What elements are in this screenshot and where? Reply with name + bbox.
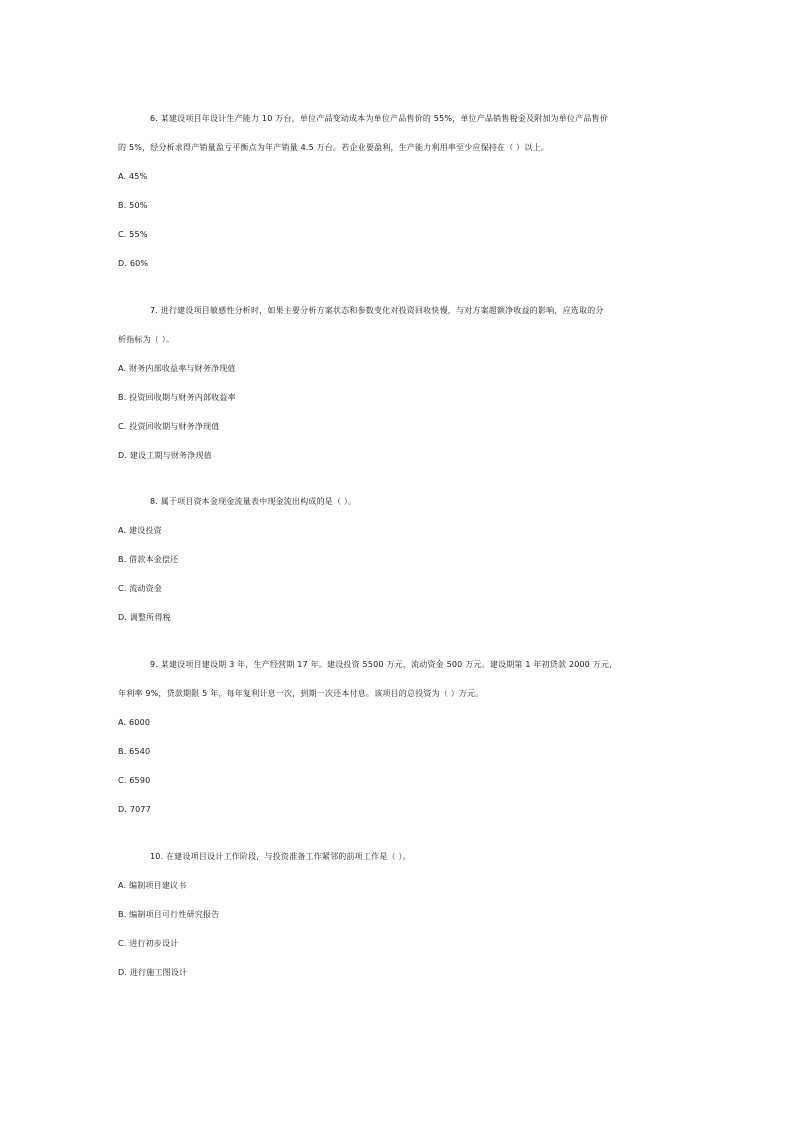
question-stem-line: 6. 某建设项目年设计生产能力 10 万台，单位产品变动成本为单位产品售价的 55%，单位产品销售税金及附加为单位产品售价 — [150, 114, 608, 123]
option-c: C. 6590 — [118, 776, 151, 785]
question-stem-line: 8. 属于项目资本金现金流量表中现金流出构成的是（ ）。 — [150, 497, 357, 506]
option-d: D. 60% — [118, 259, 149, 268]
option-a: A. 编制项目建议书 — [118, 881, 187, 890]
option-b: B. 50% — [118, 201, 148, 210]
question-10 — [118, 851, 678, 979]
option-d: D. 7077 — [118, 805, 152, 814]
option-b: B. 编制项目可行性研究报告 — [118, 910, 220, 919]
option-c: C. 55% — [118, 230, 148, 239]
option-b: B. 投资回收期与财务内部收益率 — [118, 393, 236, 402]
question-9 — [118, 659, 678, 816]
option-b: B. 借款本金偿还 — [118, 555, 179, 564]
option-c: C. 投资回收期与财务净现值 — [118, 422, 220, 431]
option-b: B. 6540 — [118, 747, 151, 756]
question-stem-line: 9. 某建设项目建设期 3 年，生产经营期 17 年。建设投资 5500 万元，流动资金 500 万元。建设期第 1 年初贷款 2000 万元， — [150, 660, 618, 669]
option-c: C. 进行初步设计 — [118, 939, 179, 948]
option-a: A. 6000 — [118, 718, 151, 727]
question-7 — [118, 305, 678, 462]
question-stem-line: 7. 进行建设项目敏感性分析时，如果主要分析方案状态和参数变化对投资回收快慢，与对方案超额净收益的影响，应选取的分 — [150, 306, 604, 315]
question-stem-line: 年利率 9%，贷款期限 5 年，每年复利计息一次，到期一次还本付息。该项目的总投资为（ ）万元。 — [118, 689, 484, 698]
option-a: A. 财务内部收益率与财务净现值 — [118, 364, 236, 373]
option-d: D. 调整所得税 — [118, 613, 171, 622]
question-stem-line: 10. 在建设项目设计工作阶段，与投资准备工作紧邻的前项工作是（ ）。 — [150, 852, 411, 861]
question-6 — [118, 113, 678, 270]
question-stem-line: 析指标为（ ）。 — [118, 335, 175, 344]
option-d: D. 建设工期与财务净现值 — [118, 451, 212, 460]
question-8 — [118, 496, 678, 624]
option-d: D. 进行施工图设计 — [118, 968, 188, 977]
question-stem-line: 的 5%，经分析求得产销量盈亏平衡点为年产销量 4.5 万台。若企业要盈利，生产能力利用率至少应保持在（ ）以上。 — [118, 143, 549, 152]
option-a: A. 建设投资 — [118, 526, 162, 535]
option-a: A. 45% — [118, 172, 148, 181]
option-c: C. 流动资金 — [118, 584, 163, 593]
